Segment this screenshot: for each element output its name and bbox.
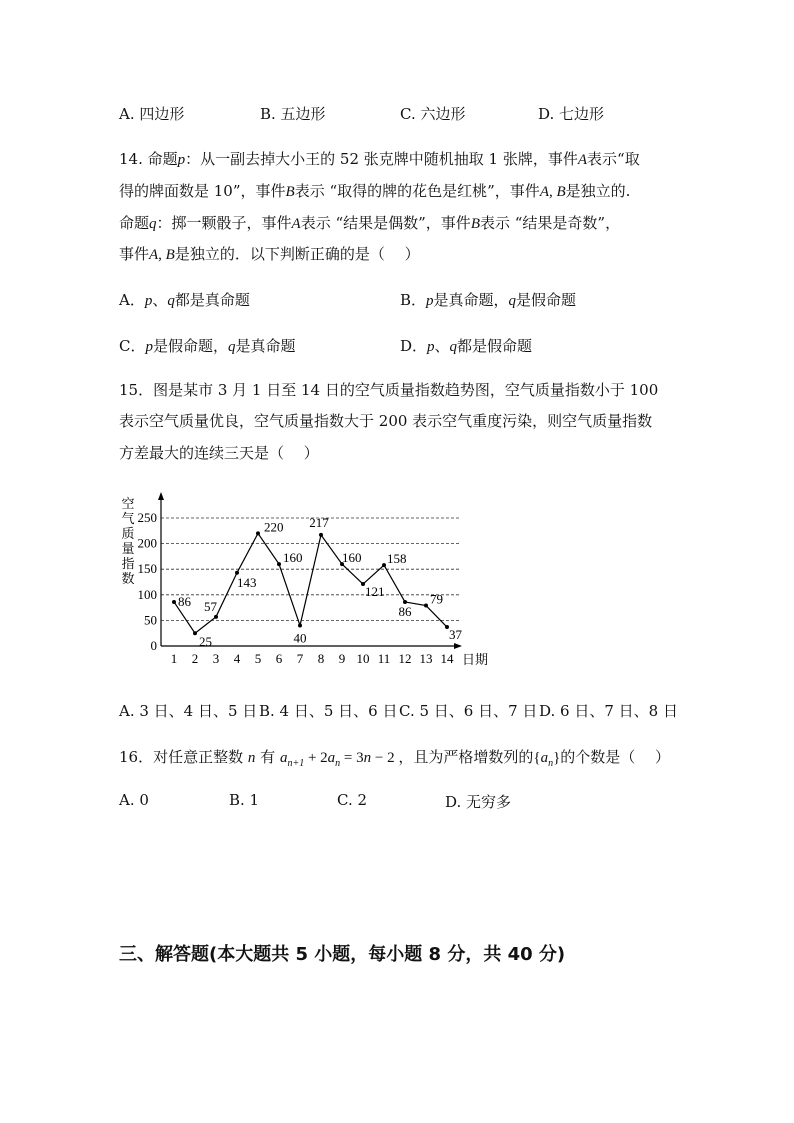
- var-AB: A, B: [149, 247, 175, 263]
- text-run: 表示“取: [587, 150, 640, 168]
- y-tick-label: 50: [144, 612, 157, 628]
- var-q: q: [508, 293, 517, 309]
- data-point: [193, 631, 197, 635]
- y-axis-label: [121, 496, 134, 586]
- text-run: 表示 “结果是奇数”，: [479, 214, 621, 232]
- var-a: a: [540, 750, 549, 766]
- q13-option-b: B. 五边形: [260, 105, 326, 123]
- var-AB: A, B: [539, 184, 566, 200]
- var-p: p: [145, 339, 153, 355]
- var-q: q: [149, 216, 157, 232]
- var-p: p: [144, 293, 153, 309]
- x-tick-label: 8: [317, 651, 325, 666]
- x-tick-label: 10: [356, 651, 370, 666]
- aqi-line-chart: [110, 488, 500, 673]
- data-point: [424, 604, 428, 608]
- var-B: B: [470, 216, 480, 232]
- y-axis-label-char: 数: [121, 571, 135, 586]
- q14-line-2: [119, 181, 630, 202]
- y-tick-label: 150: [137, 561, 157, 577]
- text-run: = 3: [340, 750, 364, 766]
- text-run: C．: [119, 337, 146, 355]
- text-run: + 2: [304, 750, 328, 766]
- text-run: ：掷一颗骰子，事件: [156, 214, 292, 232]
- q14-option-d: [400, 335, 532, 356]
- x-tick-label: 14: [440, 651, 454, 666]
- x-axis-label: 日期: [462, 652, 489, 667]
- text-run: 事件: [119, 245, 150, 263]
- q16-option-a: A. 0: [119, 791, 149, 809]
- text-run: 是独立的．以下判断正确的是（ ）: [174, 245, 420, 263]
- y-axis-label-char: 空: [121, 496, 135, 511]
- y-tick-label: 250: [137, 510, 157, 525]
- data-point: [172, 600, 176, 604]
- text-run: 是真命题: [235, 337, 296, 355]
- y-axis-arrow: [158, 492, 164, 500]
- x-axis-arrow: [454, 643, 462, 649]
- var-q: q: [228, 339, 236, 355]
- var-B: B: [285, 184, 295, 200]
- text-run: 命题: [147, 150, 178, 168]
- var-A: A: [577, 152, 588, 168]
- var-p: p: [427, 339, 435, 355]
- text-run: − 2: [371, 750, 395, 766]
- x-tick-label: 11: [377, 651, 391, 666]
- q15-option-b: B. 4 日、5 日、6 日: [259, 702, 398, 720]
- text-run: D．: [400, 337, 428, 355]
- y-axis-label-char: 量: [121, 541, 135, 556]
- tick-labels: [138, 510, 489, 667]
- var-p: p: [426, 293, 434, 309]
- x-tick-label: 12: [398, 651, 412, 666]
- data-label: 40: [293, 630, 307, 646]
- section-heading: 三、解答题(本大题共 5 小题，每小题 8 分，共 40 分): [119, 944, 566, 965]
- data-label: 25: [199, 634, 212, 650]
- y-axis-label-char: 质: [121, 526, 135, 541]
- var-n: n: [247, 750, 256, 766]
- q16-stem: [119, 746, 670, 769]
- var-n: n: [363, 750, 372, 766]
- q14-line-4: [119, 244, 420, 265]
- x-tick-label: 5: [254, 651, 262, 666]
- subscript: n: [548, 758, 554, 769]
- text-run: 得的牌面数是 10”，事件: [119, 182, 286, 200]
- data-label: 160: [342, 550, 362, 566]
- data-label: 160: [283, 550, 303, 566]
- q15-line-2: 表示空气质量优良，空气质量指数大于 200 表示空气重度污染，则空气质量指数: [119, 412, 653, 430]
- x-tick-label: 1: [170, 651, 178, 666]
- text-run: 表示 “取得的牌的花色是红桃”，事件: [294, 182, 540, 200]
- y-axis-label-char: 气: [121, 511, 135, 526]
- data-label: 86: [398, 603, 412, 619]
- text-run: ，且为严格增数列的: [398, 748, 534, 766]
- data-point: [298, 624, 302, 628]
- data-point: [214, 615, 218, 619]
- q16-option-d: D. 无穷多: [445, 793, 512, 811]
- text-run: 是假命题，: [152, 337, 228, 355]
- q16-option-c: C. 2: [337, 791, 368, 809]
- sequence-set: [533, 750, 561, 769]
- q13-option-a: A. 四边形: [119, 105, 185, 123]
- x-tick-label: 9: [338, 651, 346, 666]
- data-label: 220: [264, 519, 284, 535]
- series: [172, 531, 449, 635]
- var-p: p: [177, 152, 186, 168]
- data-point: [319, 533, 323, 537]
- text-run: 是真命题，: [433, 291, 509, 309]
- text-run: 都是真命题: [174, 291, 250, 309]
- y-axis-label-char: 指: [121, 556, 135, 571]
- x-tick-label: 2: [191, 651, 199, 666]
- var-a: a: [327, 750, 336, 766]
- q16-option-b: B. 1: [229, 791, 260, 809]
- q15-line-3: 方差最大的连续三天是（ ）: [119, 444, 319, 462]
- q14-line-1: [119, 149, 640, 170]
- text-run: B．: [400, 291, 427, 309]
- text-run: 、: [152, 291, 168, 309]
- data-point: [256, 531, 260, 535]
- var-q: q: [167, 293, 175, 309]
- q14-line-3: [119, 213, 620, 234]
- recurrence-equation: [279, 750, 398, 769]
- text-run: 16．对任意正整数: [119, 748, 244, 766]
- y-tick-label: 100: [137, 586, 157, 602]
- text-run: 表示 “结果是偶数”，事件: [300, 214, 471, 232]
- data-point: [277, 562, 281, 566]
- q13-option-d: D. 七边形: [538, 105, 605, 123]
- data-label: 143: [237, 574, 257, 590]
- x-tick-label: 4: [233, 651, 241, 666]
- text-run: 的个数是（ ）: [560, 748, 671, 766]
- text-run: A．: [119, 291, 145, 309]
- data-label: 217: [309, 514, 329, 530]
- q13-option-c: C. 六边形: [400, 105, 466, 123]
- data-point: [382, 563, 386, 567]
- q14-option-c: [119, 335, 296, 356]
- text-run: 都是假命题: [457, 337, 533, 355]
- text-run: 是独立的.: [565, 182, 631, 200]
- var-a: a: [279, 750, 288, 766]
- text-run: 有: [260, 748, 276, 766]
- x-tick-label: 13: [419, 651, 433, 666]
- q15-option-a: A. 3 日、4 日、5 日: [119, 702, 258, 720]
- y-tick-label: 200: [137, 535, 157, 551]
- data-label: 79: [430, 591, 443, 607]
- data-label: 86: [178, 593, 191, 609]
- x-tick-label: 7: [296, 651, 304, 666]
- x-tick-label: 6: [275, 651, 283, 666]
- brace-close: }: [553, 750, 561, 766]
- brace-open: {: [533, 750, 541, 766]
- q15-option-c: C. 5 日、6 日、7 日: [399, 702, 538, 720]
- q14-option-a: [119, 289, 250, 310]
- data-label: 57: [204, 598, 217, 614]
- var-q: q: [449, 339, 458, 355]
- text-run: 命题: [119, 214, 150, 232]
- subscript: n: [335, 758, 341, 769]
- q14-option-b: [400, 289, 576, 310]
- data-label: 121: [365, 584, 385, 600]
- text-run: ：从一副去掉大小王的 52 张克牌中随机抽取 1 张牌，事件: [185, 150, 578, 168]
- question-number: 14.: [119, 150, 143, 168]
- y-tick-label: 0: [150, 638, 157, 653]
- data-label: 158: [387, 551, 407, 567]
- text-run: 、: [434, 337, 450, 355]
- text-run: 是假命题: [516, 291, 577, 309]
- x-tick-label: 3: [212, 651, 220, 666]
- q15-option-d: D. 6 日、7 日、8 日: [539, 702, 678, 720]
- subscript: n+1: [287, 758, 305, 769]
- q15-line-1: 15．图是某市 3 月 1 日至 14 日的空气质量指数趋势图，空气质量指数小于 100: [119, 381, 659, 399]
- var-A: A: [291, 216, 301, 232]
- data-label: 37: [449, 627, 462, 643]
